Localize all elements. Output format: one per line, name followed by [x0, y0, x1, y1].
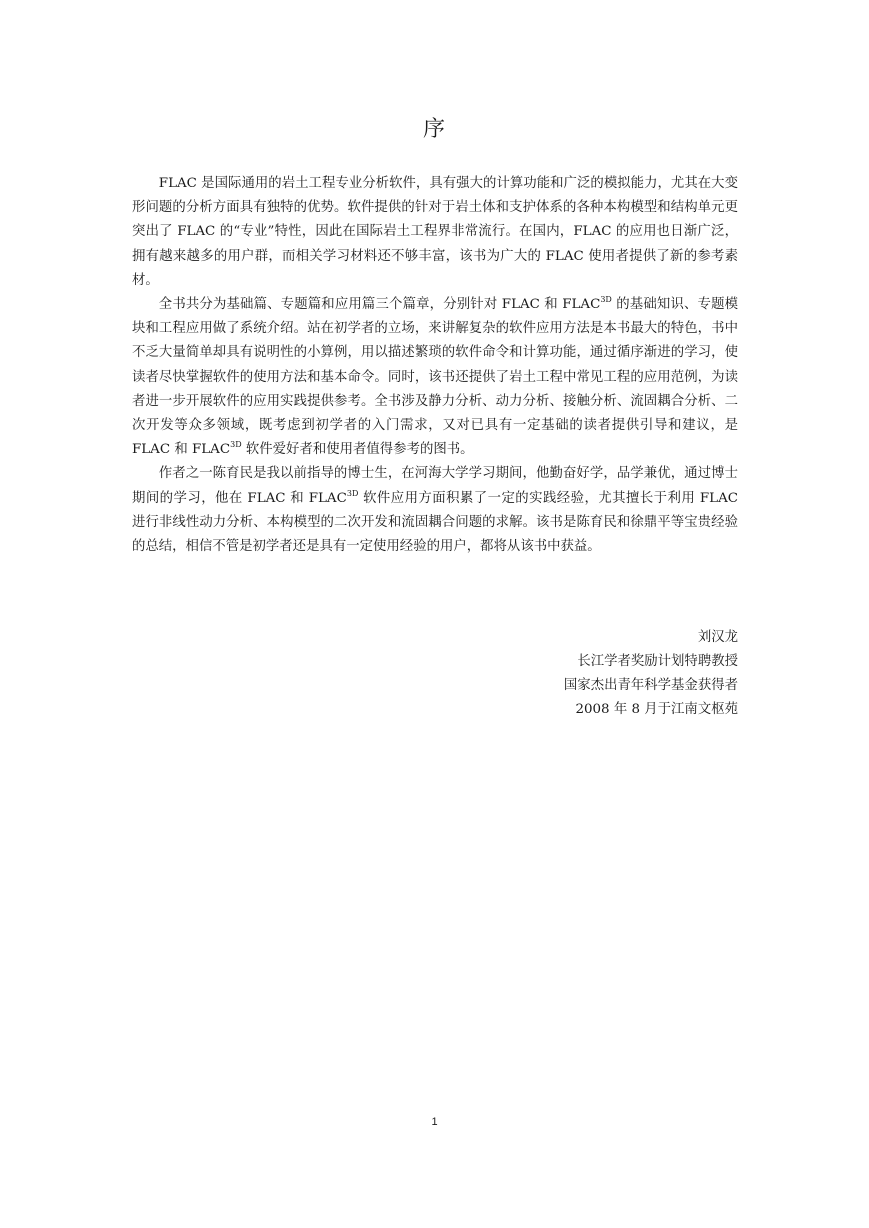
paragraph-1 — [132, 172, 738, 293]
paragraph-3-text-a: 作者之一陈育民是我以前指导的博士生，在河海大学学习期间，他勤奋好学，品学兼优，通过博士期间的学习，他在 FLAC 和 FLAC — [132, 466, 738, 506]
superscript-3d: 3D — [346, 488, 359, 498]
paragraph-2-text-c: 软件爱好者和使用者值得参考的图书。 — [241, 442, 474, 458]
signature-block — [564, 626, 738, 722]
paragraph-2-text-b: 的基础知识、专题模块和工程应用做了系统介绍。站在初学者的立场，来讲解复杂的软件应用方法是本书最大的特色，书中不乏大量简单却具有说明性的小算例，用以描述繁琐的软件命令和计算功能，通过循序渐进的学习，使读者尽快掌握软件的使用方法和基本命令。同时，该书还提供了岩土工程中常见工程的应用范例，为读者进一步开展软件的应用实践提供参考。全书涉及静力分析、动力分析、接触分析、流固耦合分析、二次开发等众多领域，既考虑到初学者的入门需求，又对已具有一定基础的读者提供引导和建议，是 FLAC 和 FLAC — [132, 297, 739, 458]
signature-date-place: 2008 年 8 月于江南文枢苑 — [575, 702, 738, 717]
paragraph-3-text-b: 软件应用方面积累了一定的实践经验，尤其擅长于利用 FLAC 进行非线性动力分析、本构模型的二次开发和流固耦合问题的求解。该书是陈育民和徐鼎平等宝贵经验的总结，相信不管是初学者还是具有一定使用经验的用户，都将从该书中获益。 — [132, 490, 738, 555]
paragraph-1-text: FLAC 是国际通用的岩土工程专业分析软件，具有强大的计算功能和广泛的模拟能力，尤其在大变形问题的分析方面具有独特的优势。软件提供的针对于岩土体和支护体系的各种本构模型和结构单元更突出了 FLAC 的“专业”特性，因此在国际岩土工程界非常流行。在国内，FLAC 的应用也日渐广泛，拥有越来越多的用户群，而相关学习材料还不够丰富，该书为广大的 FLAC 使用者提供了新的参考素材。 — [132, 176, 738, 288]
preface-body — [132, 172, 738, 559]
signature-title-1: 长江学者奖励计划特聘教授 — [577, 654, 738, 669]
superscript-3d: 3D — [230, 440, 242, 450]
signature-name: 刘汉龙 — [697, 630, 738, 645]
paragraph-2 — [132, 293, 738, 462]
superscript-3d: 3D — [600, 295, 612, 305]
paragraph-2-text-a: 全书共分为基础篇、专题篇和应用篇三个篇章，分别针对 FLAC 和 FLAC — [158, 297, 601, 313]
signature-title-2: 国家杰出青年科学基金获得者 — [563, 678, 738, 693]
page-title: 序 — [422, 117, 446, 142]
paragraph-3 — [132, 462, 738, 559]
page-number: 1 — [431, 1116, 438, 1128]
